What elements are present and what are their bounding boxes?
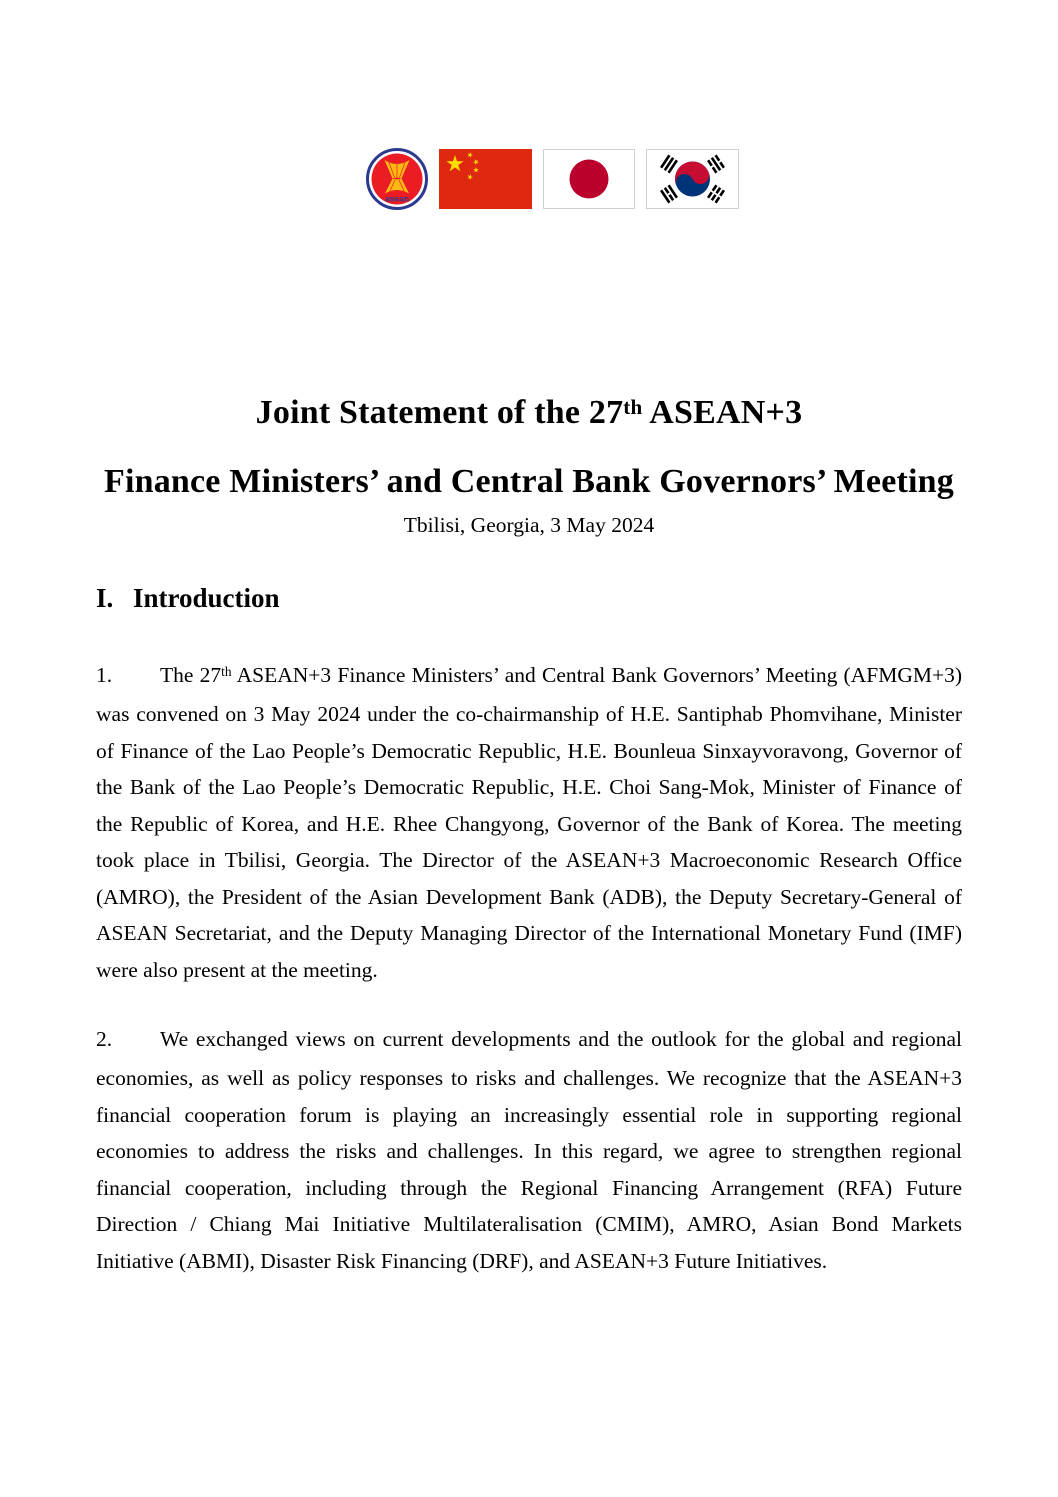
asean-emblem-icon (366, 148, 428, 210)
paragraph-2-text: We exchanged views on current developments and the outlook for the global and regional economies, as well as policy responses to risks and challenges. We recognize that the ASEAN+3 financial cooperation forum is playing an increasingly essential role in supporting regional economies to address the risks and challenges. In this regard, we agree to strengthen regional financial cooperation, including through the Regional Financing Arrangement (RFA) Future Direction / Chiang Mai Initiative Multilateralisation (CMIM), AMRO, Asian Bond Markets Initiative (ABMI), Disaster Risk Financing (DRF), and ASEAN+3 Future Initiatives. (96, 1026, 962, 1273)
paragraph-2-number: 2. (96, 1026, 113, 1051)
korea-flag-icon (646, 149, 739, 209)
section-heading-introduction (96, 582, 962, 614)
title-line1-pre: Joint Statement of the 27 (255, 394, 624, 431)
section-label: Introduction (133, 583, 280, 613)
title-line1-superscript: th (623, 394, 643, 419)
china-flag-icon (439, 149, 532, 209)
japan-flag-icon (543, 149, 635, 209)
paragraph-1-text-pre: The 27 (160, 662, 222, 687)
flags-row (366, 148, 739, 210)
document-title-line1 (0, 390, 1058, 439)
document-dateline: Tbilisi, Georgia, 3 May 2024 (403, 513, 655, 537)
paragraph-1-text: ASEAN+3 Finance Ministers’ and Central Bank Governors’ Meeting (AFMGM+3) was convened on 3 May 2024 under the co-chairmanship of H.E. Santiphab Phomvihane, Minister of Finance of the Lao People’s Democratic Republic, H.E. Bounleua Sinxayvoravong, Governor of the Bank of the Lao People’s Democratic Republic, H.E. Choi Sang-Mok, Minister of Finance of the Republic of Korea, and H.E. Rhee Changyong, Governor of the Bank of Korea. The meeting took place in Tbilisi, Georgia. The Director of the ASEAN+3 Macroeconomic Research Office (AMRO), the President of the Asian Development Bank (ADB), the Deputy Secretary-General of ASEAN Secretariat, and the Deputy Managing Director of the International Monetary Fund (IMF) were also present at the meeting. (96, 662, 962, 982)
paragraph-1-number: 1. (96, 662, 113, 687)
title-line1-post: ASEAN+3 (642, 394, 803, 431)
document-title-line2: Finance Ministers’ and Central Bank Governors’ Meeting (103, 463, 954, 500)
paragraph-2 (96, 1021, 962, 1280)
asean-emblem-text: asean (384, 193, 410, 204)
paragraph-1-superscript: th (221, 663, 232, 679)
section-numeral: I. (96, 583, 114, 613)
paragraph-1 (96, 657, 962, 989)
